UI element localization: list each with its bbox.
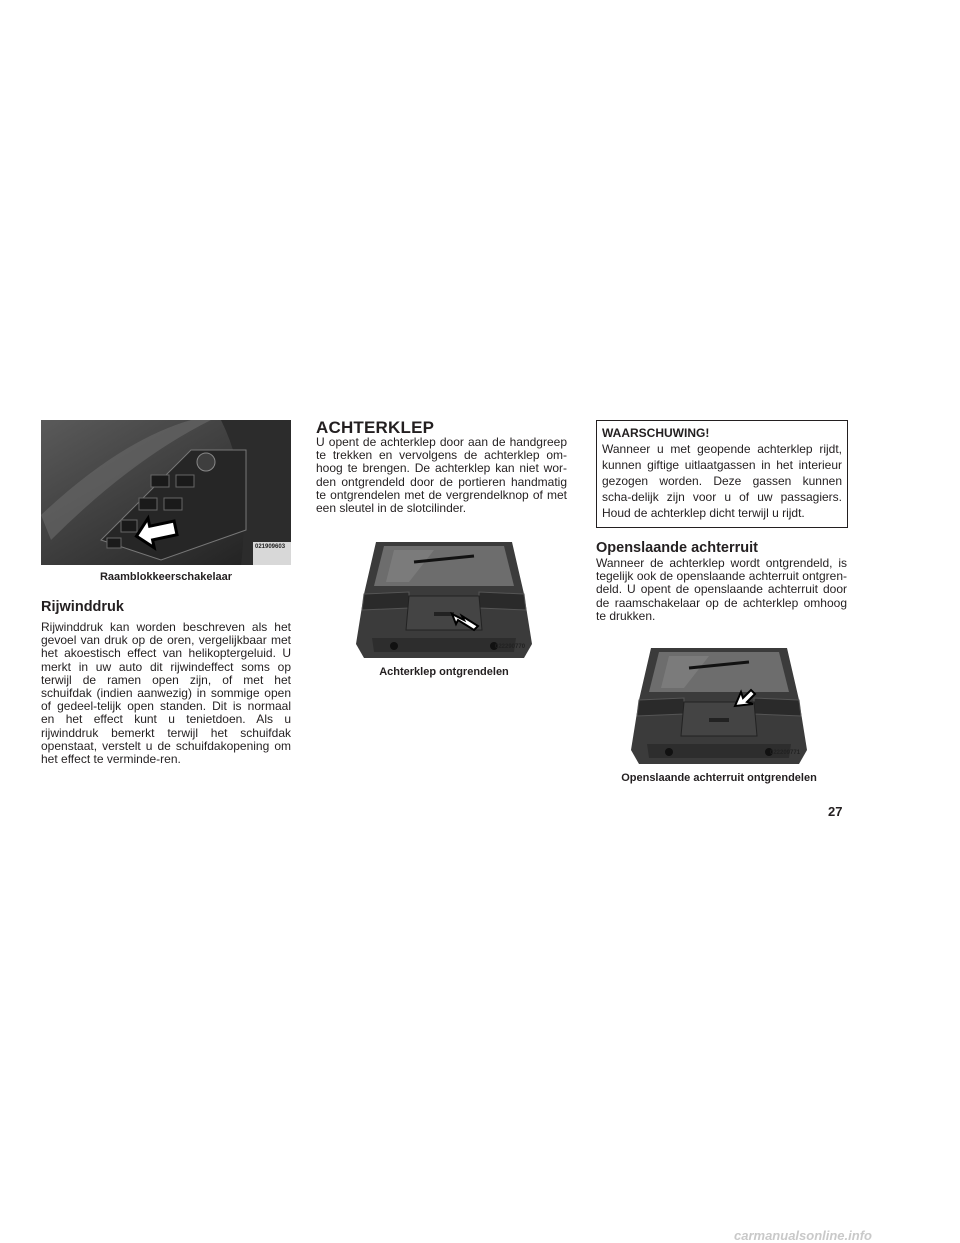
photo-code: 021909603 <box>255 544 286 550</box>
photo-code: 022209771 <box>770 750 801 757</box>
warning-text: Wanneer u met geopende achterklep rijdt, kunnen giftige uitlaatgassen in het interieur gezogen worden. Deze gassen kunnen scha-delijk zijn voor u of uw passagiers. Houd de achterklep dicht terwijl u rijdt. <box>602 442 842 520</box>
section-heading: ACHTERKLEP <box>316 418 435 437</box>
suv-rear-illustration <box>354 534 534 660</box>
middle-column <box>316 420 567 678</box>
window-switch-photo <box>41 420 291 565</box>
section-heading: Rijwinddruk <box>41 599 124 615</box>
photo-code: 022290770 <box>495 644 526 651</box>
section-heading: Openslaande achterruit <box>596 540 758 556</box>
warning-box <box>596 420 848 528</box>
figure-caption: Openslaande achterruit ontgrendelen <box>621 772 817 785</box>
tailgate-photo <box>354 534 534 660</box>
body-text: U opent de achterklep door aan de handgreep te trekken en vervolgens de achterklep om-hoog te brengen. De achterklep kan niet wor-den ontgrendeld door de portieren handmatig te ontgrendelen met de vergrendelknop of met een sleutel in de slotcilinder. <box>316 435 567 516</box>
body-text: Rijwinddruk kan worden beschreven als het gevoel van druk op de oren, vergelijkbaar met het akoestisch effect van helikoptergeluid. U merkt in uw auto dit rijwindeffect soms op terwijl de ramen open zijn, of met het schuifdak (indien aanwezig) in sommige open of gedeel-telijk open standen. Dit is normaal en het effect kunt u tenietdoen. Als u rijwinddruk bemerkt terwijl het schuifdak openstaat, verstelt u de schuifdakopening om het effect te verminde-ren. <box>41 620 291 767</box>
right-column <box>596 420 847 784</box>
warning-title: WAARSCHUWING! <box>602 426 710 440</box>
suv-rear-illustration <box>629 640 809 766</box>
body-text: Wanneer de achterklep wordt ontgrendeld, is tegelijk ook de openslaande achterruit ontgren-deld. U opent de openslaande achterruit door de raamschakelaar op de achterklep omhoog te drukken. <box>596 556 847 623</box>
door-panel-illustration <box>41 420 291 565</box>
watermark: carmanualsonline.info <box>734 1228 872 1243</box>
figure-caption: Raamblokkeerschakelaar <box>99 571 233 583</box>
left-column <box>41 420 291 766</box>
page-number: 27 <box>828 804 843 819</box>
figure-caption: Achterklep ontgrendelen <box>379 666 509 679</box>
rear-window-photo <box>629 640 809 766</box>
